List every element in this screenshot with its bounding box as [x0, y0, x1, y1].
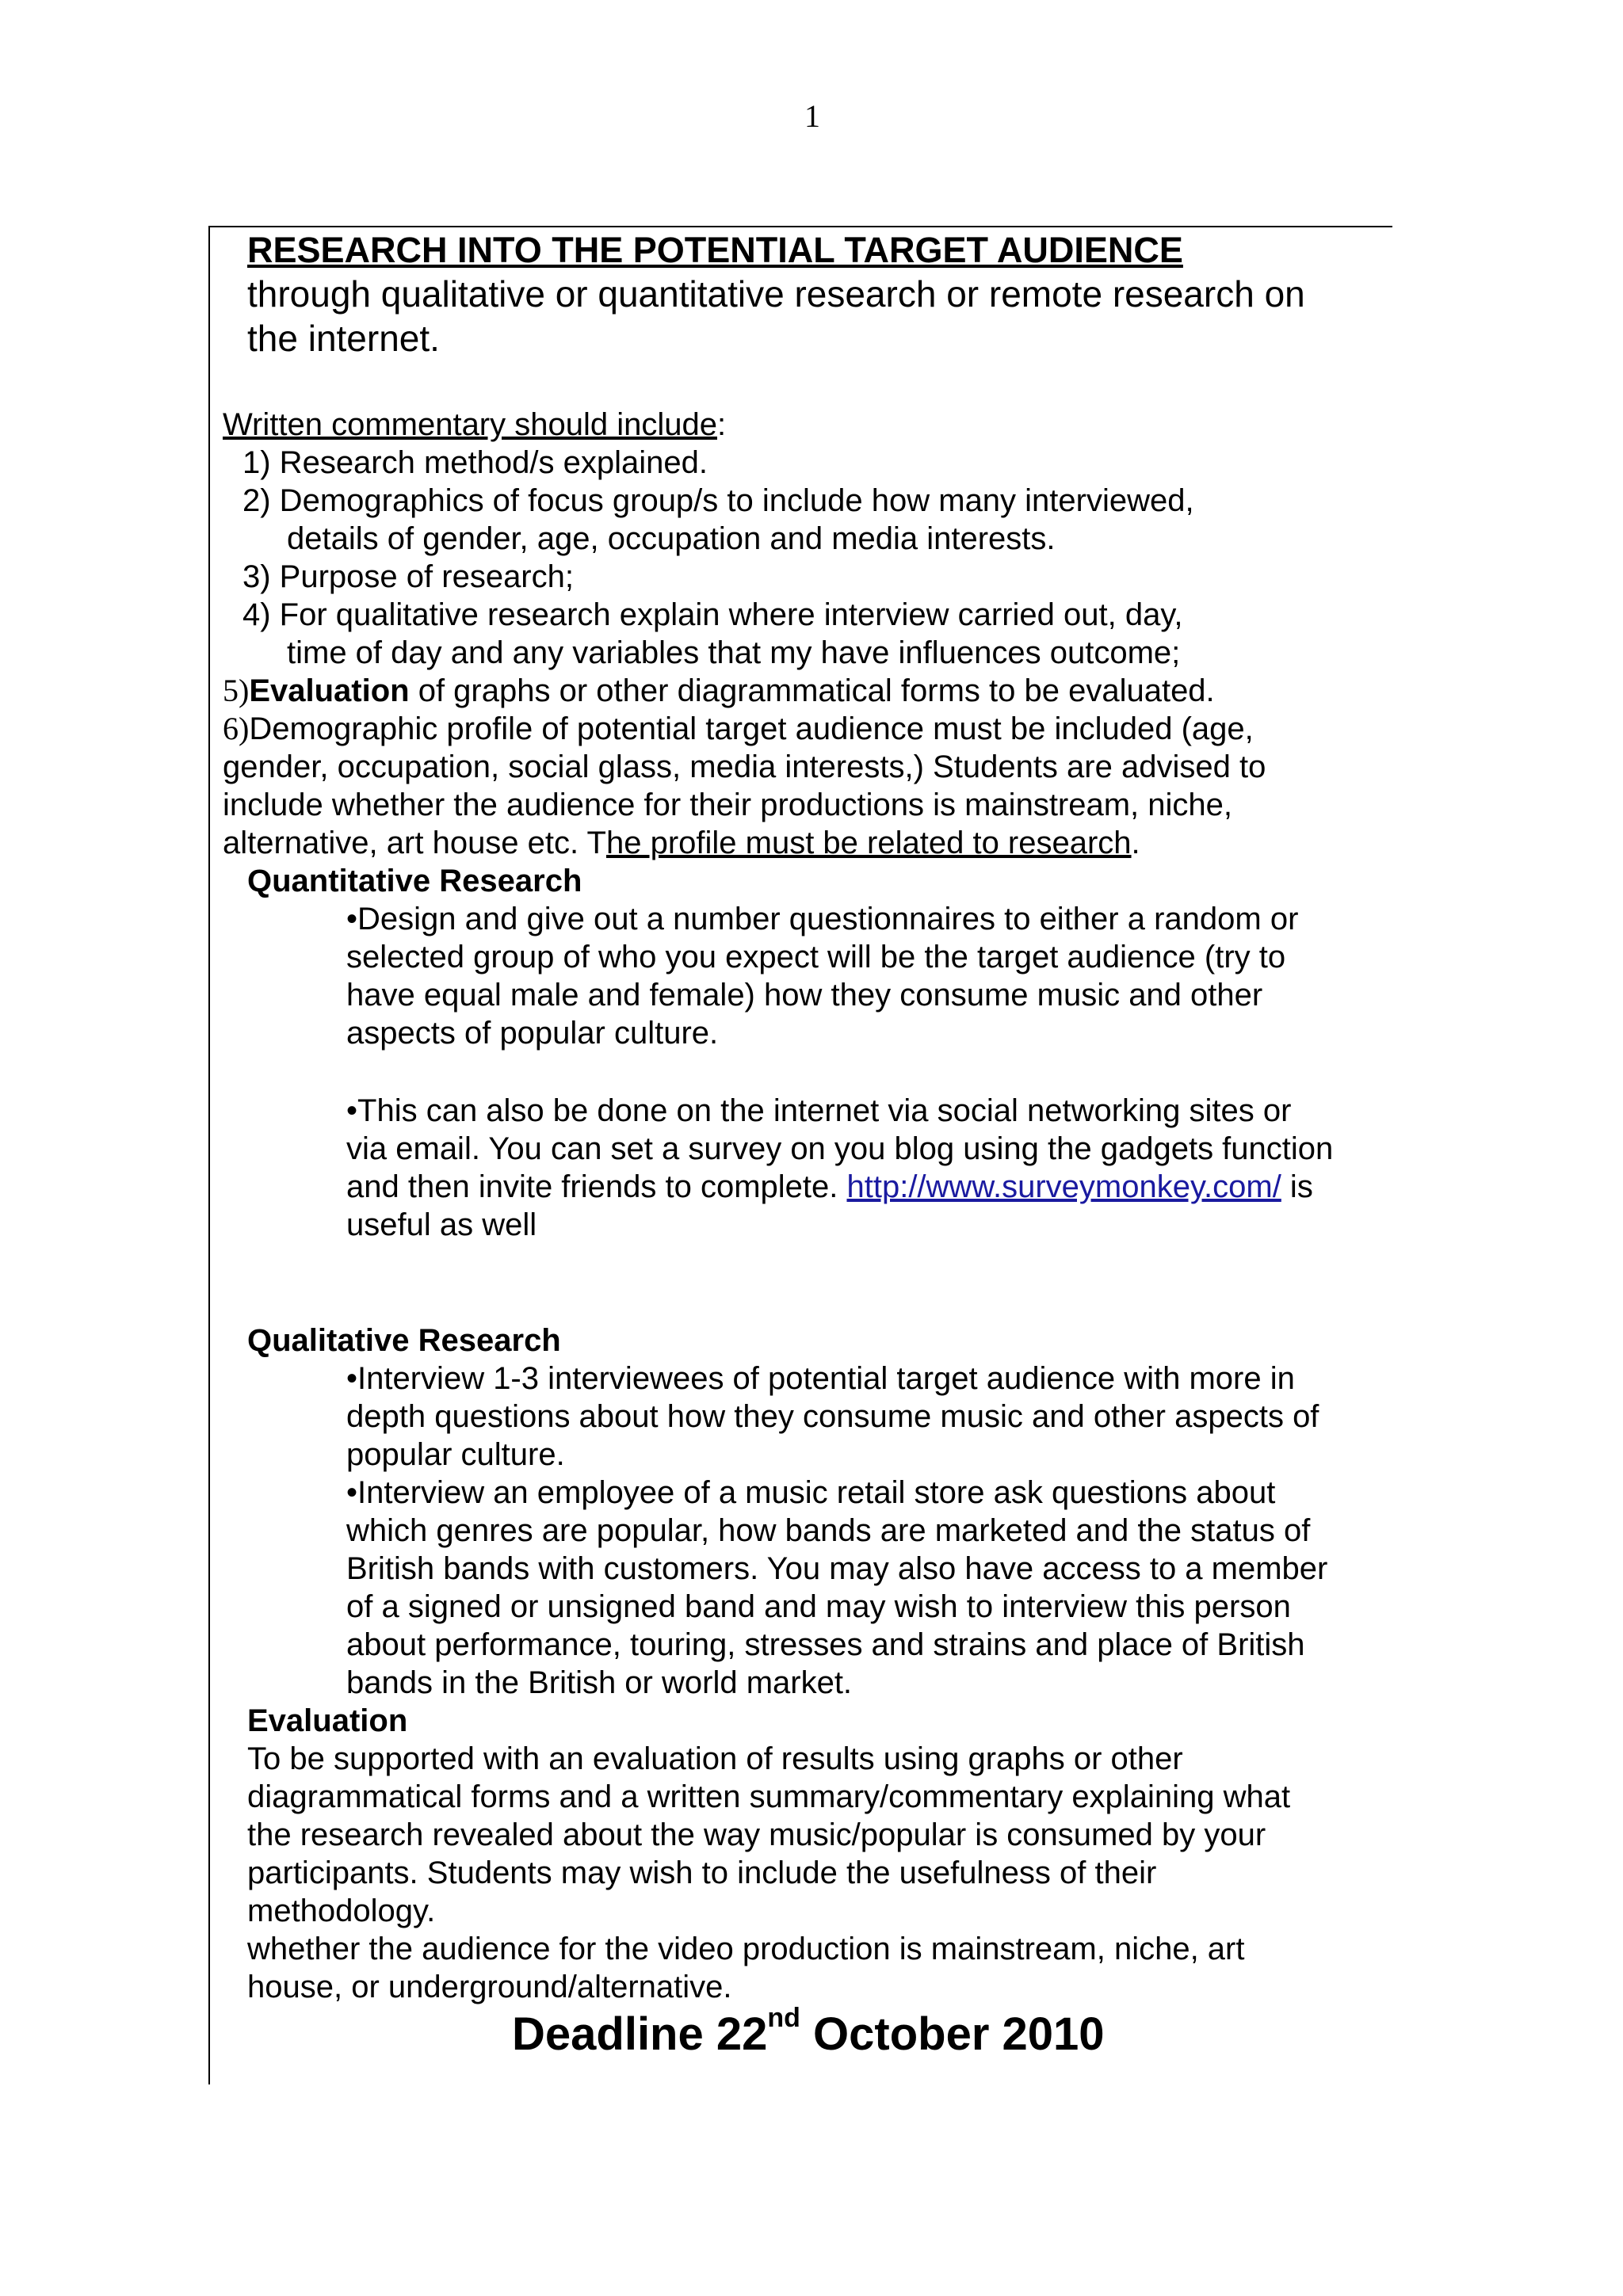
commentary-item-5: 5)Evaluation of graphs or other diagrammatical forms to be evaluated. [223, 673, 1215, 708]
commentary-item-4: 4) For qualitative research explain where interview carried out, day, [242, 597, 1183, 632]
frame-top-border [208, 226, 1392, 227]
surveymonkey-link[interactable]: http://www.surveymonkey.com/ [846, 1169, 1281, 1204]
quantitative-bullet-2: •This can also be done on the internet via social networking sites or [346, 1093, 1292, 1128]
commentary-item-6-line-2: gender, occupation, social glass, media interests,) Students are advised to [223, 749, 1266, 784]
evaluation-line-6: whether the audience for the video production is mainstream, niche, art [247, 1932, 1245, 1966]
page-number: 1 [804, 98, 820, 134]
qualitative-bullet-1-line-2: depth questions about how they consume music and other aspects of [346, 1399, 1319, 1434]
commentary-item-2-cont: details of gender, age, occupation and media interests. [287, 521, 1056, 556]
qualitative-bullet-2-line-5: about performance, touring, stresses and strains and place of British [346, 1627, 1305, 1662]
qualitative-bullet-2: •Interview an employee of a music retail store ask questions about [346, 1475, 1276, 1510]
quantitative-bullet-2-line-3: and then invite friends to complete. http://www.surveymonkey.com/ is [346, 1169, 1313, 1204]
commentary-item-6-line-4: alternative, art house etc. The profile must be related to research. [223, 826, 1140, 860]
quantitative-bullet-1-line-4: aspects of popular culture. [346, 1016, 719, 1051]
commentary-heading: Written commentary should include: [223, 407, 727, 442]
evaluation-line-5: methodology. [247, 1894, 436, 1928]
qualitative-bullet-1: •Interview 1-3 interviewees of potential target audience with more in [346, 1361, 1295, 1396]
qualitative-bullet-1-line-3: popular culture. [346, 1437, 565, 1472]
commentary-item-6: 6)Demographic profile of potential target audience must be included (age, [223, 711, 1254, 746]
subtitle-line-1: through qualitative or quantitative research or remote research on [247, 273, 1305, 315]
quantitative-bullet-1-line-2: selected group of who you expect will be the target audience (try to [346, 940, 1286, 974]
evaluation-line-7: house, or underground/alternative. [247, 1970, 732, 2004]
quantitative-bullet-1: •Design and give out a number questionnaires to either a random or [346, 902, 1299, 936]
deadline: Deadline 22nd October 2010 [512, 2003, 1105, 2060]
qualitative-bullet-2-line-3: British bands with customers. You may also have access to a member [346, 1551, 1328, 1586]
qualitative-bullet-2-line-4: of a signed or unsigned band and may wish to interview this person [346, 1589, 1291, 1624]
subtitle-line-2: the internet. [247, 318, 440, 359]
evaluation-line-3: the research revealed about the way music/popular is consumed by your [247, 1817, 1266, 1852]
frame-left-border [208, 226, 210, 2084]
evaluation-line-2: diagrammatical forms and a written summary/commentary explaining what [247, 1779, 1291, 1814]
evaluation-line-4: participants. Students may wish to include the usefulness of their [247, 1855, 1157, 1890]
quantitative-heading: Quantitative Research [247, 864, 582, 898]
commentary-item-3: 3) Purpose of research; [242, 559, 574, 594]
quantitative-bullet-1-line-3: have equal male and female) how they consume music and other [346, 978, 1263, 1013]
quantitative-bullet-2-line-2: via email. You can set a survey on you blog using the gadgets function [346, 1131, 1334, 1166]
evaluation-line-1: To be supported with an evaluation of results using graphs or other [247, 1741, 1183, 1776]
qualitative-bullet-2-line-2: which genres are popular, how bands are marketed and the status of [346, 1513, 1311, 1548]
commentary-item-4-cont: time of day and any variables that my have influences outcome; [287, 635, 1181, 670]
bullet-icon: • [346, 902, 358, 936]
bullet-icon: • [346, 1093, 358, 1128]
qualitative-heading: Qualitative Research [247, 1323, 561, 1358]
bullet-icon: • [346, 1475, 358, 1510]
evaluation-heading: Evaluation [247, 1703, 408, 1738]
bullet-icon: • [346, 1361, 358, 1396]
commentary-item-2: 2) Demographics of focus group/s to include how many interviewed, [242, 483, 1194, 518]
page-title: RESEARCH INTO THE POTENTIAL TARGET AUDIENCE [247, 230, 1183, 270]
qualitative-bullet-2-line-6: bands in the British or world market. [346, 1665, 853, 1700]
commentary-item-6-line-3: include whether the audience for their productions is mainstream, niche, [223, 788, 1233, 822]
commentary-item-1: 1) Research method/s explained. [242, 445, 708, 480]
quantitative-bullet-2-line-4: useful as well [346, 1207, 537, 1242]
